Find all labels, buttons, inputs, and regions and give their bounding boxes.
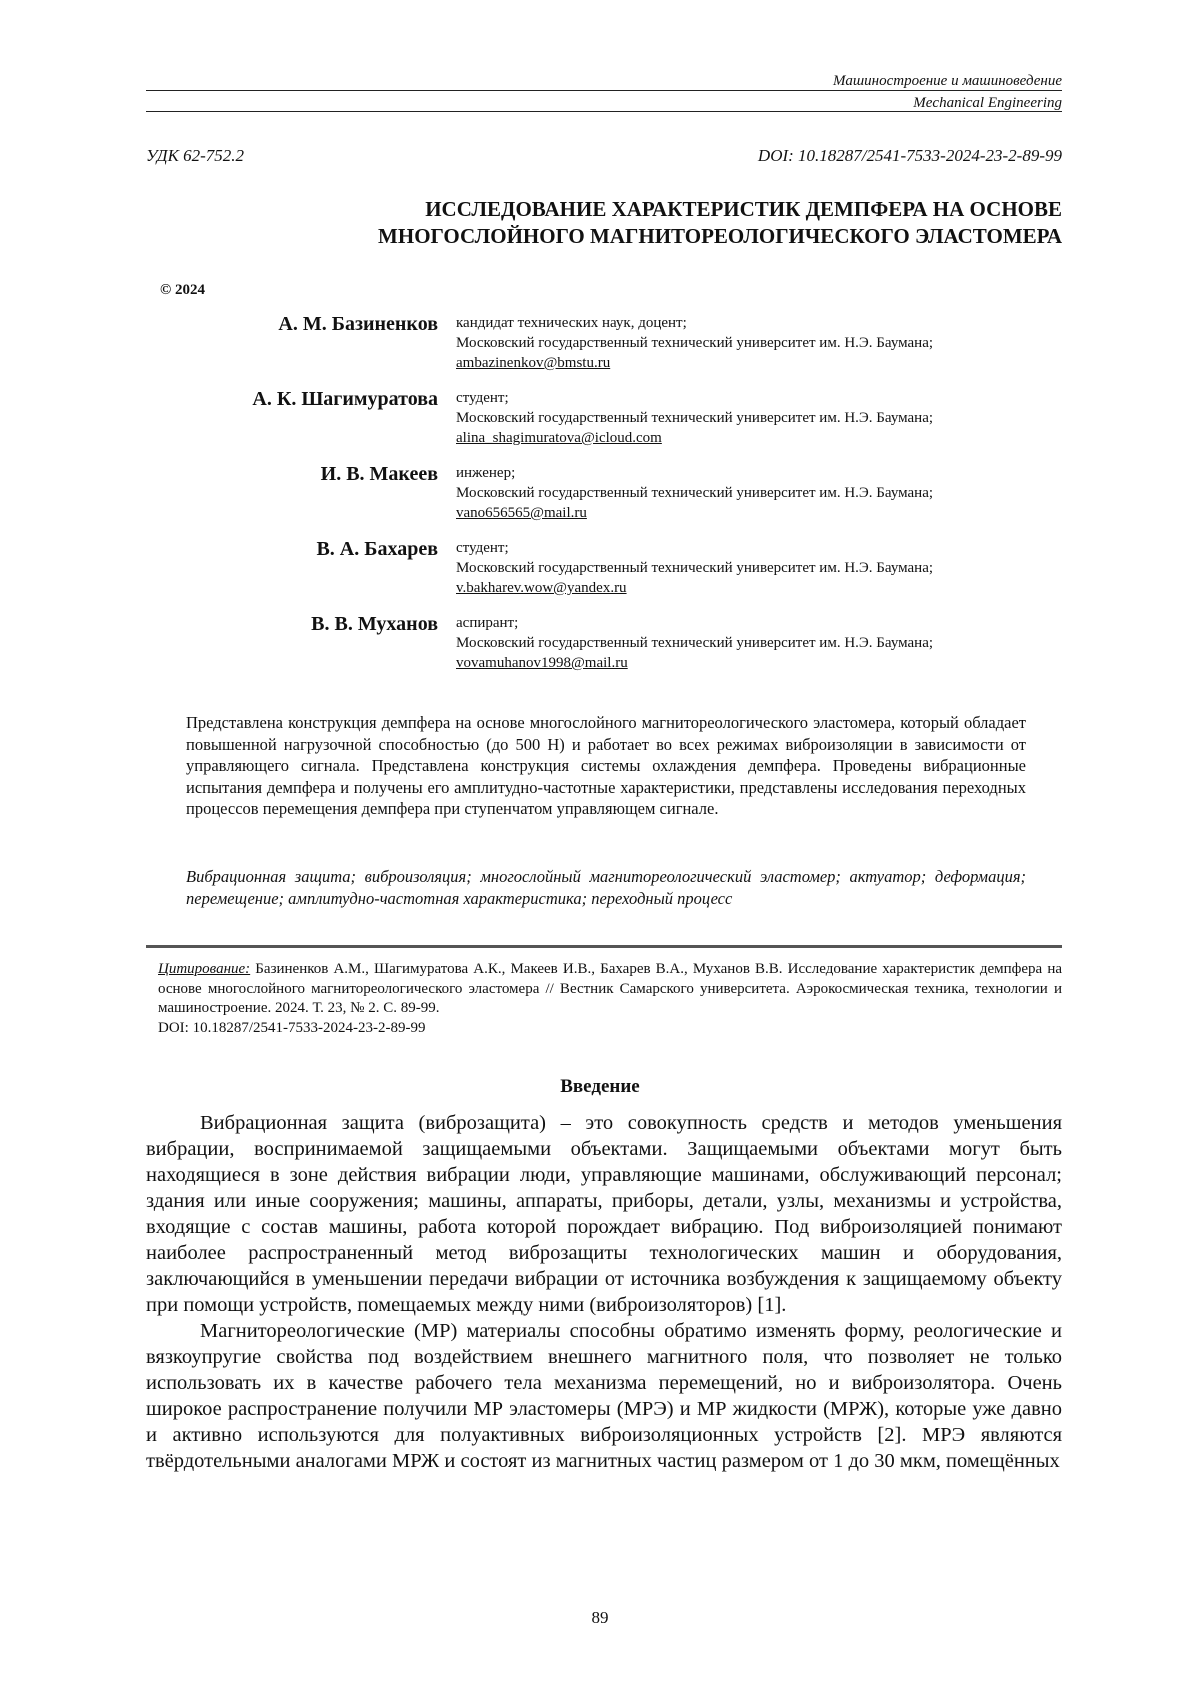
author-row <box>146 388 1062 463</box>
keywords: Вибрационная защита; виброизоляция; многослойный магнитореологический эластомер; актуатор; деформация; перемещение; амплитудно-частотная характеристика; переходный процесс <box>186 867 1026 908</box>
author-email-link[interactable]: ambazinenkov@bmstu.ru <box>456 355 611 371</box>
author-name: В. В. Муханов <box>311 613 438 635</box>
author-position: аспирант; <box>456 615 519 631</box>
author-info <box>456 463 933 523</box>
citation-label: Цитирование: <box>158 961 251 977</box>
doi-top: DOI: 10.18287/2541-7533-2024-23-2-89-99 <box>757 146 1062 165</box>
header-rule-top <box>146 90 1062 91</box>
title-line-1: ИССЛЕДОВАНИЕ ХАРАКТЕРИСТИК ДЕМПФЕРА НА ОСНОВЕ <box>425 197 1062 221</box>
author-row <box>146 463 1062 538</box>
author-affiliation: Московский государственный технический университет им. Н.Э. Баумана; <box>456 410 934 426</box>
copyright: © 2024 <box>160 282 205 298</box>
author-info <box>456 613 933 673</box>
section-divider <box>146 945 1062 948</box>
body-text <box>146 1110 1062 1474</box>
citation-text: Базиненков А.М., Шагимуратова А.К., Макеев И.В., Бахарев В.А., Муханов В.В. Исследование характеристик демпфера на основе многослойного магнитореологического эластомера // Вестник Самарского университета. Аэрокосмическая техника, технологии и машиностроение. 2024. Т. 23, № 2. С. 89-99. <box>158 961 1062 1016</box>
header-rule-bottom <box>146 111 1062 112</box>
author-position: студент; <box>456 540 509 556</box>
abstract: Представлена конструкция демпфера на основе многослойного магнитореологического эластомера, который обладает повышенной нагрузочной способностью (до 500 Н) и работает во всех режимах виброизоляции в зависимости от управляющего сигнала. Представлена конструкция системы охлаждения демпфера. Проведены вибрационные испытания демпфера и получены его амплитудно-частотные характеристики, представлены исследования переходных процессов перемещения демпфера при ступенчатом управляющем сигнале. <box>186 713 1026 818</box>
citation-block <box>158 960 1062 1038</box>
page-number: 89 <box>591 1608 609 1627</box>
author-list <box>146 313 1062 688</box>
author-email-link[interactable]: v.bakharev.wow@yandex.ru <box>456 580 627 596</box>
author-email-link[interactable]: alina_shagimuratova@icloud.com <box>456 430 662 446</box>
author-position: инженер; <box>456 465 516 481</box>
udk-code: УДК 62-752.2 <box>146 146 245 165</box>
citation-doi: DOI: 10.18287/2541-7533-2024-23-2-89-99 <box>158 1019 426 1036</box>
author-info <box>456 388 933 448</box>
author-name: В. А. Бахарев <box>316 538 438 560</box>
running-header-ru: Машиностроение и машиноведение <box>833 73 1062 89</box>
title-line-2: МНОГОСЛОЙНОГО МАГНИТОРЕОЛОГИЧЕСКОГО ЭЛАСТОМЕРА <box>378 224 1062 248</box>
author-position: кандидат технических наук, доцент; <box>456 315 687 331</box>
article-title <box>162 196 1062 250</box>
author-row <box>146 613 1062 688</box>
author-position: студент; <box>456 390 509 406</box>
running-header-en: Mechanical Engineering <box>913 95 1062 111</box>
author-info <box>456 313 933 373</box>
paragraph: Магнитореологические (МР) материалы способны обратимо изменять форму, реологические и вязкоупругие свойства под воздействием внешнего магнитного поля, что позволяет не только использовать их в качестве рабочего тела механизма перемещений, но и виброизолятора. Очень широкое распространение получили МР эластомеры (МРЭ) и МР жидкости (МРЖ), которые уже давно и активно используются для полуактивных виброизоляционных устройств [2]. МРЭ являются твёрдотельными аналогами МРЖ и состоят из магнитных частиц размером от 1 до 30 мкм, помещённых <box>146 1320 1062 1472</box>
author-affiliation: Московский государственный технический университет им. Н.Э. Баумана; <box>456 335 934 351</box>
author-affiliation: Московский государственный технический университет им. Н.Э. Баумана; <box>456 635 934 651</box>
section-heading: Введение <box>560 1076 640 1097</box>
author-row <box>146 538 1062 613</box>
author-name: И. В. Макеев <box>320 463 438 485</box>
author-name: А. К. Шагимуратова <box>252 388 438 410</box>
author-email-link[interactable]: vovamuhanov1998@mail.ru <box>456 655 628 671</box>
author-affiliation: Московский государственный технический университет им. Н.Э. Баумана; <box>456 485 934 501</box>
author-name: А. М. Базиненков <box>278 313 438 335</box>
paragraph: Вибрационная защита (виброзащита) – это совокупность средств и методов уменьшения вибрации, воспринимаемой защищаемыми объектами. Защищаемыми объектами могут быть находящиеся в зоне действия вибрации люди, управляющие машинами, обслуживающий персонал; здания или иные сооружения; машины, аппараты, приборы, детали, узлы, механизмы и устройства, входящие с состав машины, работа которой порождает вибрацию. Под виброизоляцией понимают наиболее распространенный метод виброзащиты технологических машин и оборудования, заключающийся в уменьшении передачи вибрации от источника возбуждения к защищаемому объекту при помощи устройств, помещаемых между ними (виброизоляторов) [1]. <box>146 1112 1062 1316</box>
author-email-link[interactable]: vano656565@mail.ru <box>456 505 587 521</box>
author-row <box>146 313 1062 388</box>
author-affiliation: Московский государственный технический университет им. Н.Э. Баумана; <box>456 560 934 576</box>
author-info <box>456 538 933 598</box>
